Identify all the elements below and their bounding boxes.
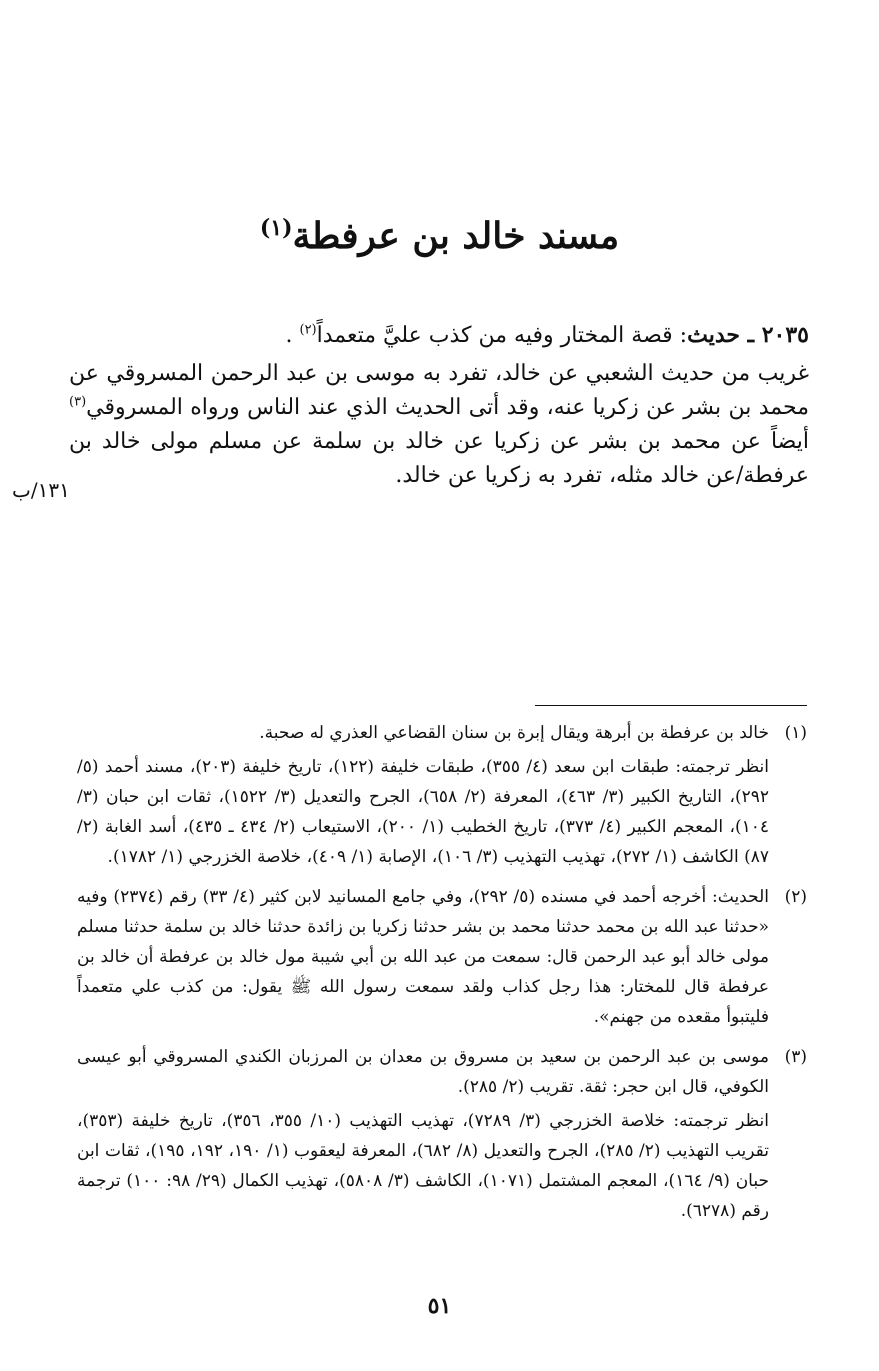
section-title: [0, 215, 879, 257]
footnote-body: [77, 1042, 769, 1230]
page-number: ٥١: [427, 1293, 452, 1319]
footnote-divider: [535, 705, 807, 706]
hadith-text: قصة المختار وفيه من كذب عليَّ متعمداً: [316, 323, 673, 348]
hadith-separator: ـ: [739, 322, 762, 348]
commentary-part-1: غريب من حديث الشعبي عن خالد، تفرد به موسى بن عبد الرحمن المسروقي عن محمد بن بشر عن زكريا عنه، وقد أتى الحديث الذي عند الناس ورواه المسروقي: [69, 361, 810, 420]
footnote-number: (١): [784, 723, 807, 743]
footnote-paragraph: خالد بن عرفطة بن أبرهة ويقال إبرة بن سنان القضاعي العذري له صحبة.: [259, 723, 769, 743]
hadith-heading: [69, 318, 809, 353]
hadith-colon: :: [672, 323, 688, 348]
footnote-paragraph: الحديث: أخرجه أحمد في مسنده (٥/ ٢٩٢)، وفي جامع المسانيد لابن كثير (٤/ ٣٣) رقم (٢٣٧٤) وفيه «حدثنا عبد الله بن محمد حدثنا محمد بن بشر حدثنا زكريا بن زائدة حدثنا خالد بن سلمة حدثنا مسلم مولى خالد أبو عبد الرحمن قال: سمعت من عبد الله بن أبي شيبة مول خالد بن عرفطة أن خالد بن عرفطة قال للمختار: هذا رجل كذاب ولقد سمعت رسول الله ﷺ يقول: من كذب علي متعمداً فليتبوأ مقعده من جهنم».: [77, 887, 769, 1027]
footnote-paragraph: انظر ترجمته: خلاصة الخزرجي (٣/ ٧٢٨٩)، تهذيب التهذيب (١٠/ ٣٥٥، ٣٥٦)، تاريخ خليفة (٣٥٣)، تقريب التهذيب (٢/ ٢٨٥)، الجرح والتعديل (٨/ ٦٨٢)، المعرفة ليعقوب (١/ ١٩٠، ١٩٢، ١٩٥)، ثقات ابن حبان (٩/ ١٦٤)، المعجم المشتمل (١٠٧١)، الكاشف (٣/ ٥٨٠٨)، تهذيب الكمال (٢٩/ ٩٨: ١٠٠) ترجمة رقم (٦٢٧٨).: [77, 1111, 769, 1221]
footnote-paragraph: انظر ترجمته: طبقات ابن سعد (٤/ ٣٥٥)، طبقات خليفة (١٢٢)، تاريخ خليفة (٢٠٣)، مسند أحمد (٥/ ٢٩٢)، التاريخ الكبير (٣/ ٤٦٣)، المعرفة (٢/ ٦٥٨)، الجرح والتعديل (٣/ ١٥٢٢)، ثقات ابن حبان (٣/ ١٠٤)، المعجم الكبير (٤/ ٣٧٣)، تاريخ الخطيب (١/ ٢٠٠)، الاستيعاب (٢/ ٤٣٤ ـ ٤٣٥)، أسد الغابة (٢/ ٨٧) الكاشف (١/ ٢٧٢)، تهذيب التهذيب (٣/ ١٠٦)، الإصابة (١/ ٤٠٩)، خلاصة الخزرجي (١/ ١٧٨٢).: [77, 757, 770, 867]
hadith-end: .: [285, 323, 300, 348]
section-title-footnote-ref: (١): [259, 215, 293, 241]
footnote-2: [77, 882, 807, 1036]
hadith-footnote-ref: (٢): [299, 322, 317, 338]
footnote-body: [77, 882, 769, 1036]
section-title-text: مسند خالد بن عرفطة: [292, 215, 620, 257]
commentary-footnote-ref: (٣): [69, 394, 87, 410]
commentary-part-2: أيضاً عن محمد بن بشر عن زكريا عن خالد بن سلمة عن مسلم مولى خالد بن عرفطة/عن خالد مثله، تفرد به زكريا عن خالد.: [69, 429, 809, 488]
footnote-paragraph: موسى بن عبد الرحمن بن سعيد بن مسروق بن معدان بن المرزبان الكندي المسروقي أبو عيسى الكوفي، قال ابن حجر: ثقة. تقريب (٢/ ٢٨٥).: [77, 1047, 769, 1097]
footnote-body: [77, 718, 769, 876]
footnote-3: [77, 1042, 807, 1230]
footnote-number: (٢): [784, 887, 807, 907]
footnote-1: [77, 718, 807, 876]
hadith-number: ٢٠٣٥: [761, 322, 809, 348]
manuscript-folio-note: ١٣١/ب: [12, 478, 70, 502]
commentary-paragraph: [69, 357, 809, 493]
main-text: [69, 318, 809, 493]
hadith-label: حديث: [687, 322, 740, 348]
footnotes: [77, 718, 807, 1236]
footnote-number: (٣): [784, 1047, 807, 1067]
